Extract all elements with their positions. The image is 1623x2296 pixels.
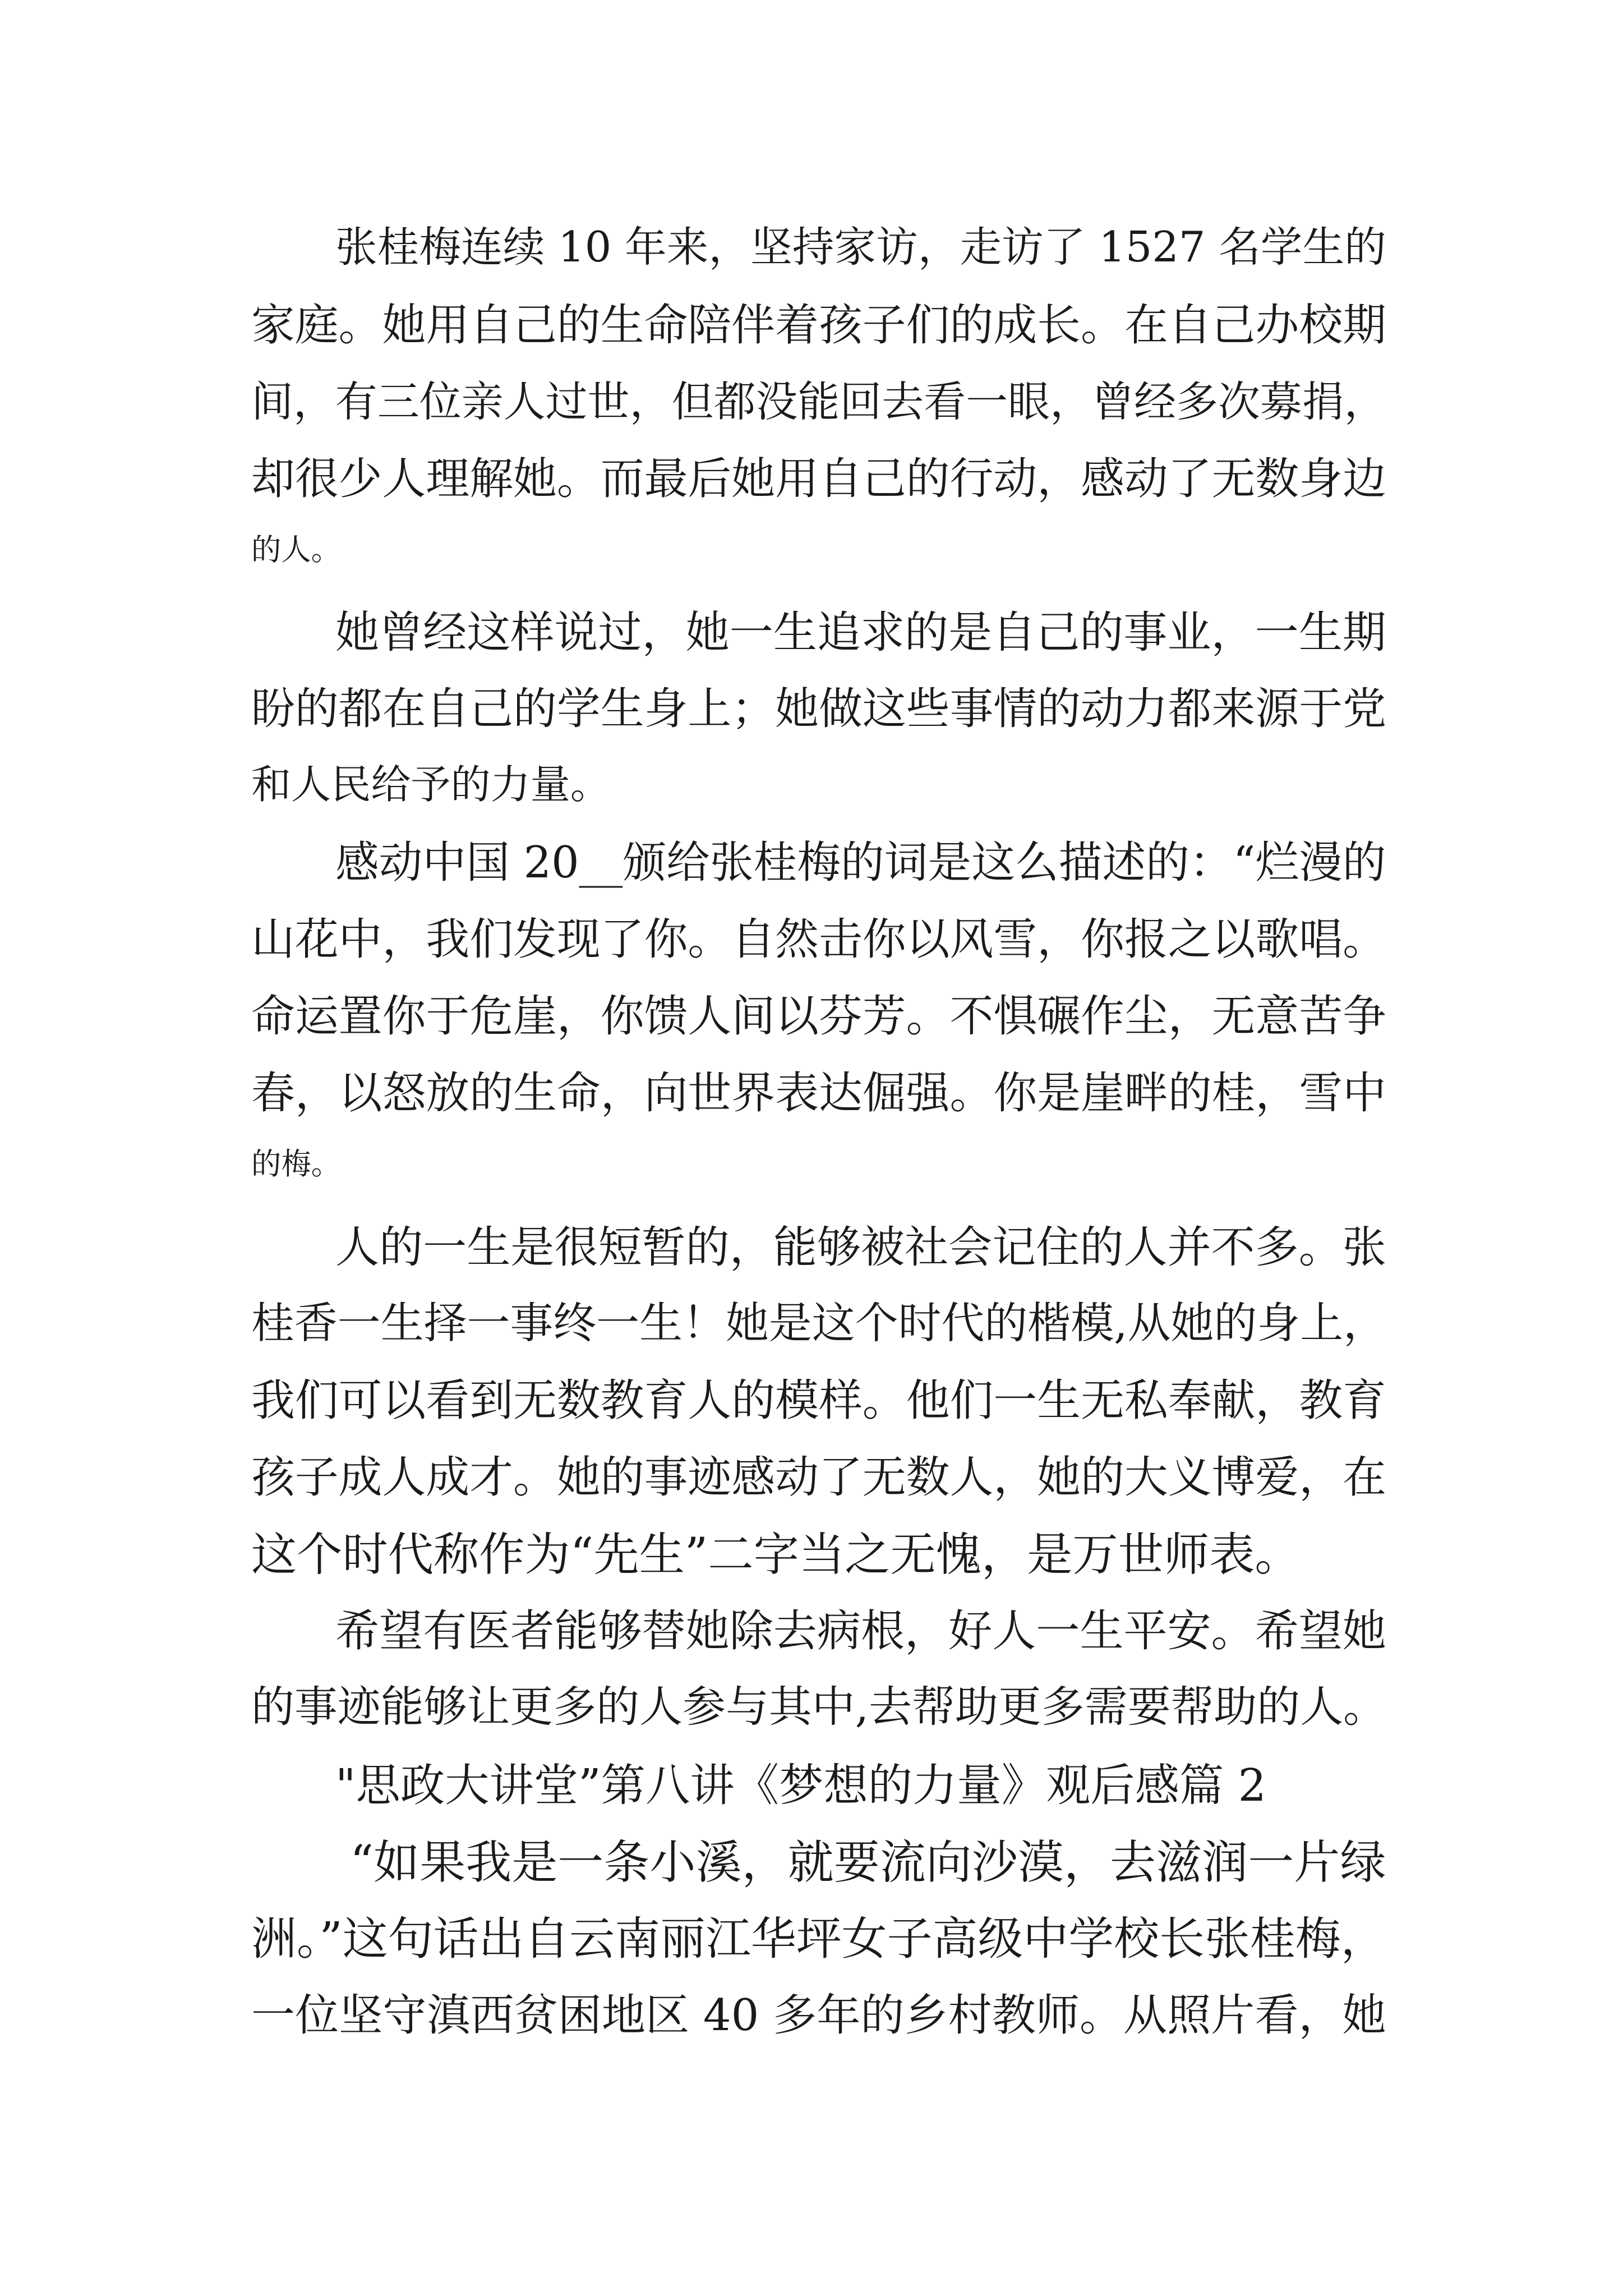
body-text-line: 的人。: [251, 532, 341, 567]
body-text-line: 希望有医者能够替她除去病根，好人一生平安。希望她: [335, 1606, 1386, 1657]
body-text-line: 命运置你于危崖，你馈人间以芬芳。不惧碾作尘，无意苦争: [251, 991, 1386, 1042]
body-text-line: 这个时代称作为“先生”二字当之无愧，是万世师表。: [251, 1529, 1301, 1581]
body-text-line: 盼的都在自己的学生身上；她做这些事情的动力都来源于党: [251, 684, 1386, 734]
body-text-line: 我们可以看到无数教育人的模样。他们一生无私奉献，教育: [251, 1375, 1386, 1426]
body-text-line: 春，以怒放的生命，向世界表达倔强。你是崖畔的桂，雪中: [251, 1068, 1386, 1119]
body-text-line: 感动中国 20__颁给张桂梅的词是这么描述的：“烂漫的: [335, 838, 1386, 888]
body-text-line: 山花中，我们发现了你。自然击你以风雪，你报之以歌唱。: [251, 914, 1386, 965]
body-text-line: 的事迹能够让更多的人参与其中,去帮助更多需要帮助的人。: [251, 1682, 1387, 1732]
body-text-line: 家庭。她用自己的生命陪伴着孩子们的成长。在自己办校期: [251, 300, 1386, 351]
body-text-line: 张桂梅连续 10 年来，坚持家访，走访了 1527 名学生的: [335, 223, 1386, 272]
body-text-line: 她曾经这样说过，她一生追求的是自己的事业，一生期: [335, 608, 1386, 658]
body-text-line: 的梅。: [251, 1146, 341, 1181]
body-text-line: 人的一生是很短暂的，能够被社会记住的人并不多。张: [335, 1222, 1386, 1273]
body-text-line: 却很少人理解她。而最后她用自己的行动，感动了无数身边: [251, 454, 1386, 504]
body-text-line: 和人民给予的力量。: [251, 761, 610, 808]
section-heading: "思政大讲堂”第八讲《梦想的力量》观后感篇 2: [335, 1759, 1266, 1811]
body-text-line: 孩子成人成才。她的事迹感动了无数人，她的大义博爱，在: [251, 1452, 1386, 1503]
body-text-line: 一位坚守滇西贫困地区 40 多年的乡村教师。从照片看，她: [251, 1990, 1386, 2041]
body-text-line: 间，有三位亲人过世，但都没能回去看一眼，曾经多次募捐，: [251, 377, 1386, 426]
body-text-line: “如果我是一条小溪，就要流向沙漠，去滋润一片绿: [335, 1836, 1386, 1889]
body-text-line: 洲。”这句话出自云南丽江华坪女子高级中学校长张桂梅，: [251, 1913, 1386, 1966]
body-text-line: 桂香一生择一事终一生！她是这个时代的楷模,从她的身上，: [251, 1299, 1387, 1349]
